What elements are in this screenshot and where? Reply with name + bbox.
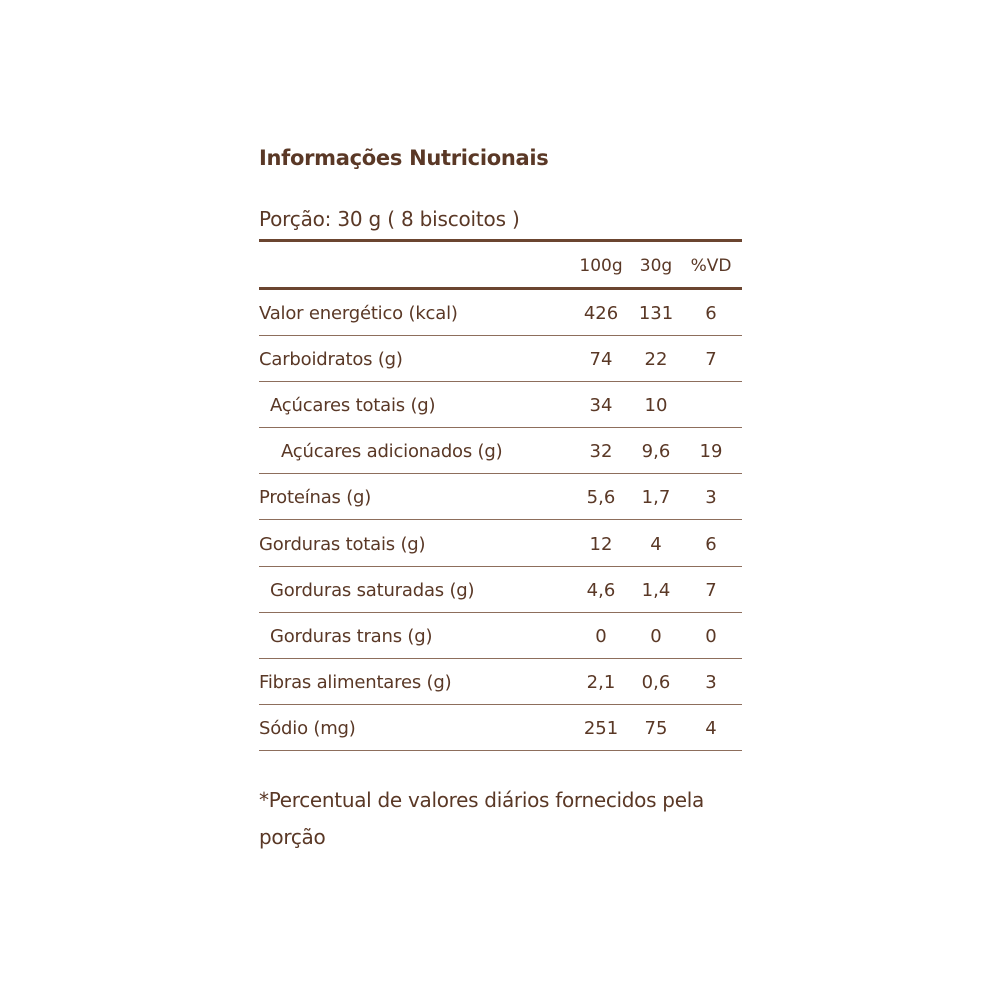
row-label: Açúcares totais (g)	[270, 395, 436, 416]
table-row	[259, 660, 742, 705]
row-divider	[259, 704, 742, 705]
row-label: Açúcares adicionados (g)	[281, 441, 503, 462]
table-row	[259, 568, 742, 613]
table-row	[259, 475, 742, 520]
header-divider	[259, 287, 742, 290]
value-100g: 251	[583, 718, 619, 739]
row-divider	[259, 658, 742, 659]
portion-size: Porção: 30 g ( 8 biscoitos )	[259, 207, 520, 231]
value-100g: 74	[589, 349, 613, 370]
row-divider	[259, 519, 742, 520]
value-100g: 2,1	[586, 672, 616, 693]
value-30g: 0,6	[641, 672, 671, 693]
value-30g: 75	[644, 718, 668, 739]
row-label: Carboidratos (g)	[259, 349, 403, 370]
row-divider	[259, 473, 742, 474]
row-divider	[259, 381, 742, 382]
table-row	[259, 337, 742, 382]
table-row	[259, 429, 742, 474]
table-row	[259, 522, 742, 567]
row-divider	[259, 750, 742, 751]
row-label: Proteínas (g)	[259, 487, 372, 508]
value-30g: 10	[644, 395, 668, 416]
row-label: Gorduras trans (g)	[270, 626, 433, 647]
value-30g: 9,6	[641, 441, 671, 462]
table-row	[259, 614, 742, 659]
column-header-vd: %VD	[690, 256, 732, 276]
value-30g: 0	[650, 626, 662, 647]
value-vd: 3	[705, 672, 717, 693]
table-row	[259, 706, 742, 751]
portion-divider	[259, 239, 742, 242]
value-vd: 4	[705, 718, 717, 739]
row-label: Gorduras saturadas (g)	[270, 580, 475, 601]
value-vd: 7	[705, 580, 717, 601]
footnote: *Percentual de valores diários fornecidos pela porção	[259, 788, 704, 849]
value-100g: 34	[589, 395, 613, 416]
value-100g: 426	[583, 303, 619, 324]
row-divider	[259, 566, 742, 567]
value-30g: 1,7	[641, 487, 671, 508]
column-header-row	[259, 244, 742, 289]
row-divider	[259, 612, 742, 613]
row-divider	[259, 427, 742, 428]
nutrition-title: Informações Nutricionais	[259, 146, 549, 170]
column-header-100g: 100g	[579, 256, 623, 276]
value-vd: 19	[699, 441, 723, 462]
value-vd: 7	[705, 349, 717, 370]
value-30g: 1,4	[641, 580, 671, 601]
row-label: Sódio (mg)	[259, 718, 356, 739]
row-divider	[259, 335, 742, 336]
row-label: Gorduras totais (g)	[259, 534, 426, 555]
row-label: Valor energético (kcal)	[259, 303, 458, 324]
value-100g: 4,6	[586, 580, 616, 601]
value-vd: 6	[705, 534, 717, 555]
value-30g: 4	[650, 534, 662, 555]
row-label: Fibras alimentares (g)	[259, 672, 452, 693]
value-vd: 3	[705, 487, 717, 508]
value-vd: 0	[705, 626, 717, 647]
value-30g: 131	[638, 303, 674, 324]
table-row	[259, 291, 742, 336]
value-30g: 22	[644, 349, 668, 370]
column-header-30g: 30g	[639, 256, 673, 276]
value-100g: 5,6	[586, 487, 616, 508]
value-vd: 6	[705, 303, 717, 324]
value-100g: 32	[589, 441, 613, 462]
value-100g: 12	[589, 534, 613, 555]
table-row	[259, 383, 742, 428]
value-100g: 0	[595, 626, 607, 647]
